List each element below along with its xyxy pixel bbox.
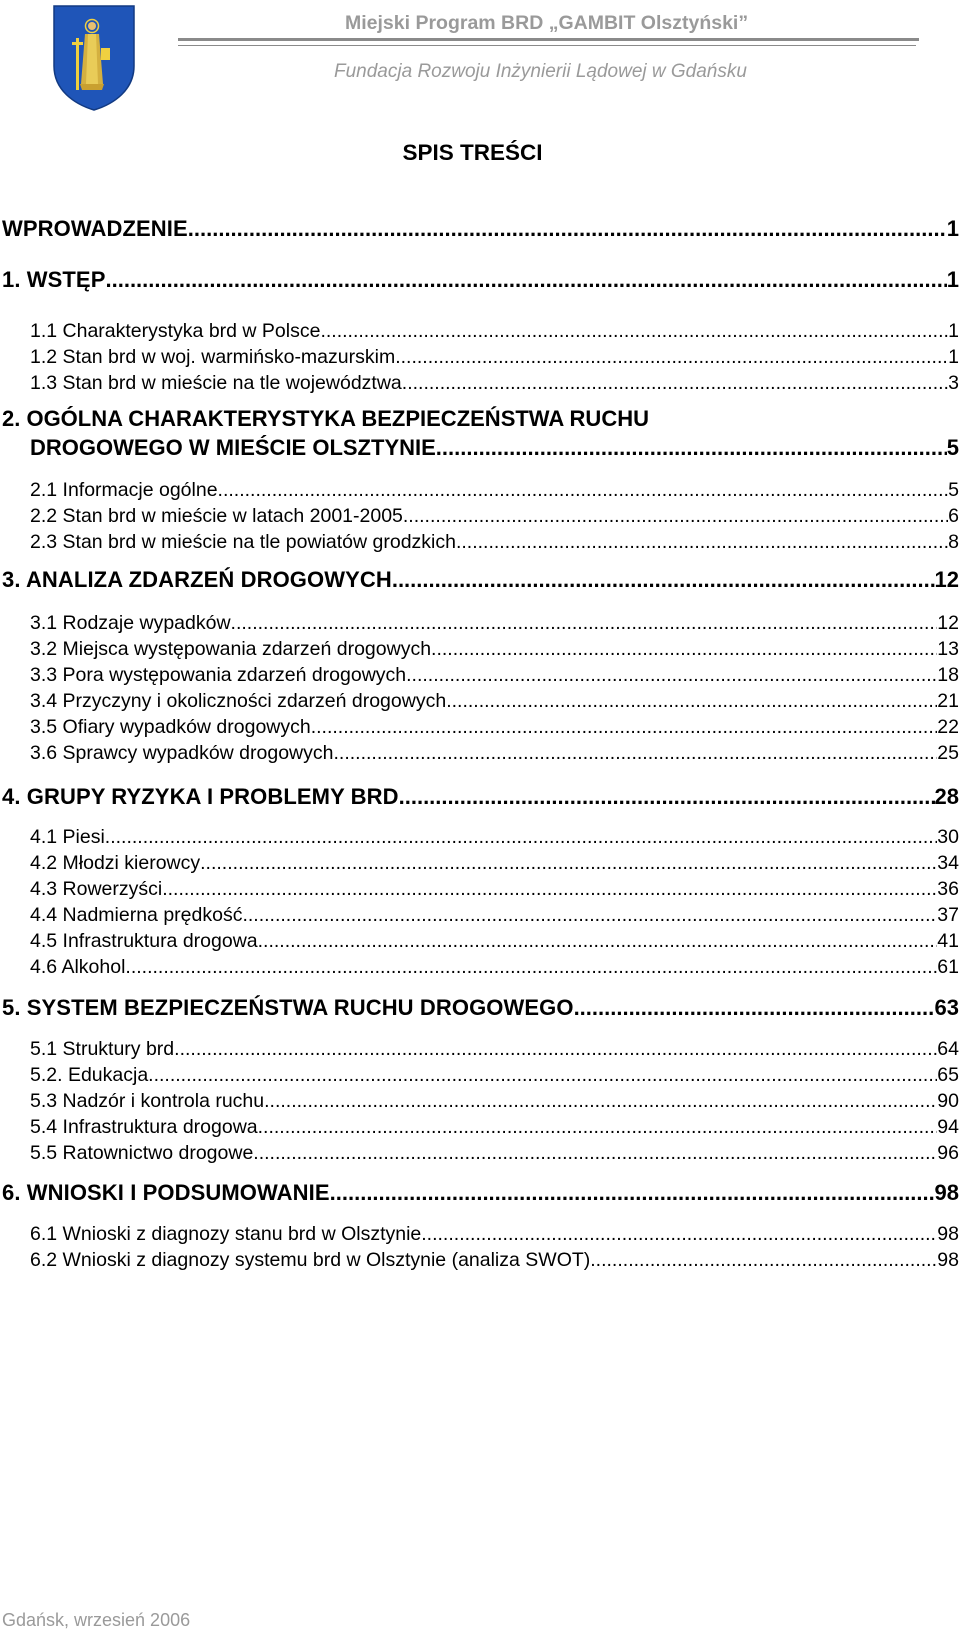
toc-entry-page: 98 xyxy=(934,1180,959,1205)
dot-leader xyxy=(231,612,938,635)
toc-entry-label-line2: DROGOWEGO W MIEŚCIE OLSZTYNIE xyxy=(30,435,436,460)
toc-entry-label: 4. GRUPY RYZYKA I PROBLEMY BRD xyxy=(2,784,399,809)
dot-leader xyxy=(105,826,938,849)
toc-entry-label: 3.1 Rodzaje wypadków xyxy=(30,612,231,634)
toc-entry-page: 34 xyxy=(937,852,959,874)
toc-entry-label: 1. WSTĘP xyxy=(2,267,106,292)
toc-entry-label: 3.2 Miejsca występowania zdarzeń drogowych xyxy=(30,638,432,660)
toc-entry-chapter-3[interactable] xyxy=(2,567,959,597)
toc-entry-label: 4.1 Piesi xyxy=(30,826,105,848)
dot-leader xyxy=(574,995,935,1021)
toc-entry-chapter-2[interactable] xyxy=(2,406,959,467)
toc-entry-page: 18 xyxy=(937,664,959,686)
toc-entry-label: 3. ANALIZA ZDARZEŃ DROGOWYCH xyxy=(2,567,392,592)
dot-leader xyxy=(200,852,937,875)
toc-entry-4-3[interactable] xyxy=(30,878,959,904)
toc-entry-page: 65 xyxy=(937,1064,959,1086)
toc-entry-label: 5. SYSTEM BEZPIECZEŃSTWA RUCHU DROGOWEGO xyxy=(2,995,574,1020)
dot-leader xyxy=(125,956,937,979)
toc-entry-label: 3.6 Sprawcy wypadków drogowych xyxy=(30,742,334,764)
dot-leader xyxy=(320,320,948,343)
toc-entry-3-3[interactable] xyxy=(30,664,959,690)
toc-entry-page: 8 xyxy=(948,531,959,553)
dot-leader xyxy=(188,216,947,242)
toc-entry-line2 xyxy=(30,435,959,467)
dot-leader xyxy=(174,1038,937,1061)
toc-entry-chapter-1[interactable] xyxy=(2,267,959,297)
dot-leader xyxy=(242,904,937,927)
toc-entry-label: 2.3 Stan brd w mieście na tle powiatów grodzkich xyxy=(30,531,456,553)
foundation-subheader: Fundacja Rozwoju Inżynierii Lądowej w Gdańsku xyxy=(334,61,747,82)
dot-leader xyxy=(395,346,948,369)
toc-entry-page: 98 xyxy=(937,1223,959,1245)
toc-entry-page: 25 xyxy=(937,742,959,764)
toc-entry-4-4[interactable] xyxy=(30,904,959,930)
toc-entry-page: 28 xyxy=(934,784,959,809)
toc-entry-3-1[interactable] xyxy=(30,612,959,638)
toc-entry-6-1[interactable] xyxy=(30,1223,959,1249)
toc-entry-5-3[interactable] xyxy=(30,1090,959,1116)
dot-leader xyxy=(330,1180,935,1206)
toc-entry-5-1[interactable] xyxy=(30,1038,959,1064)
dot-leader xyxy=(456,531,948,554)
dot-leader xyxy=(258,1116,938,1139)
toc-entry-label: 2.1 Informacje ogólne xyxy=(30,479,218,501)
dot-leader xyxy=(392,567,935,593)
toc-entry-label: 1.1 Charakterystyka brd w Polsce xyxy=(30,320,321,342)
toc-entry-label: 1.2 Stan brd w woj. warmińsko-mazurskim xyxy=(30,346,396,368)
toc-entry-page: 12 xyxy=(934,567,959,592)
toc-entry-label: 6.1 Wnioski z diagnozy stanu brd w Olsztynie xyxy=(30,1223,422,1245)
toc-entry-page: 5 xyxy=(946,435,959,460)
toc-entry-1-2[interactable] xyxy=(30,346,959,372)
toc-entry-label: 2.2 Stan brd w mieście w latach 2001-2005 xyxy=(30,505,403,527)
toc-entry-page: 1 xyxy=(946,216,959,241)
toc-entry-page: 30 xyxy=(937,826,959,848)
toc-entry-page: 6 xyxy=(948,505,959,527)
dot-leader xyxy=(446,690,937,713)
toc-entry-3-2[interactable] xyxy=(30,638,959,664)
dot-leader xyxy=(106,267,947,293)
toc-entry-label: 4.6 Alkohol xyxy=(30,956,126,978)
dot-leader xyxy=(218,479,949,502)
toc-entry-page: 96 xyxy=(937,1142,959,1164)
dot-leader xyxy=(333,742,937,765)
toc-entry-label: 5.4 Infrastruktura drogowa xyxy=(30,1116,258,1138)
toc-entry-label: 6. WNIOSKI I PODSUMOWANIE xyxy=(2,1180,330,1205)
toc-entry-label: 1.3 Stan brd w mieście na tle województwa xyxy=(30,372,402,394)
toc-entry-label: 5.5 Ratownictwo drogowe xyxy=(30,1142,254,1164)
toc-entry-1-3[interactable] xyxy=(30,372,959,398)
toc-entry-2-2[interactable] xyxy=(30,505,959,531)
toc-entry-3-6[interactable] xyxy=(30,742,959,768)
toc-entry-label: 3.3 Pora występowania zdarzeń drogowych xyxy=(30,664,407,686)
dot-leader xyxy=(431,638,937,661)
toc-entry-chapter-4[interactable] xyxy=(2,784,959,814)
dot-leader xyxy=(421,1223,937,1246)
toc-entry-page: 36 xyxy=(937,878,959,900)
toc-entry-label: 6.2 Wnioski z diagnozy systemu brd w Olsztynie (analiza SWOT) xyxy=(30,1249,591,1271)
toc-entry-6-2[interactable] xyxy=(30,1249,959,1275)
toc-entry-introduction[interactable] xyxy=(2,216,959,246)
toc-entry-page: 98 xyxy=(937,1249,959,1271)
toc-entry-page: 94 xyxy=(937,1116,959,1138)
dot-leader xyxy=(403,505,948,528)
toc-entry-2-3[interactable] xyxy=(30,531,959,557)
toc-entry-3-4[interactable] xyxy=(30,690,959,716)
toc-entry-label: 3.5 Ofiary wypadków drogowych xyxy=(30,716,311,738)
toc-entry-chapter-5[interactable] xyxy=(2,995,959,1025)
dot-leader xyxy=(311,716,938,739)
toc-entry-label: 4.5 Infrastruktura drogowa xyxy=(30,930,258,952)
toc-entry-page: 1 xyxy=(946,267,959,292)
dot-leader xyxy=(148,1064,937,1087)
toc-entry-4-5[interactable] xyxy=(30,930,959,956)
toc-entry-page: 12 xyxy=(937,612,959,634)
toc-entry-chapter-6[interactable] xyxy=(2,1180,959,1210)
toc-entry-page: 3 xyxy=(948,372,959,394)
toc-entry-4-2[interactable] xyxy=(30,852,959,878)
dot-leader xyxy=(399,784,935,810)
toc-entry-page: 64 xyxy=(937,1038,959,1060)
dot-leader xyxy=(258,930,938,953)
toc-entry-label: 4.3 Rowerzyści xyxy=(30,878,163,900)
toc-entry-label: 5.3 Nadzór i kontrola ruchu xyxy=(30,1090,265,1112)
program-header: Miejski Program BRD „GAMBIT Olsztyński” xyxy=(345,12,749,34)
dot-leader xyxy=(436,435,947,461)
toc-entry-label: 5.1 Struktury brd xyxy=(30,1038,175,1060)
toc-entry-label: 4.2 Młodzi kierowcy xyxy=(30,852,201,874)
toc-entry-page: 63 xyxy=(934,995,959,1020)
toc-entry-page: 90 xyxy=(937,1090,959,1112)
dot-leader xyxy=(590,1249,937,1272)
toc-entry-label-line1: 2. OGÓLNA CHARAKTERYSTYKA BEZPIECZEŃSTWA RUCHU xyxy=(2,406,649,431)
toc-entry-page: 22 xyxy=(937,716,959,738)
toc-entry-2-1[interactable] xyxy=(30,479,959,505)
toc-entry-page: 5 xyxy=(948,479,959,501)
toc-entry-label: WPROWADZENIE xyxy=(2,216,188,241)
dot-leader xyxy=(402,372,948,395)
toc-entry-label: 4.4 Nadmierna prędkość xyxy=(30,904,243,926)
footer-place-date: Gdańsk, wrzesień 2006 xyxy=(2,1610,191,1630)
toc-entry-3-5[interactable] xyxy=(30,716,959,742)
page-title: SPIS TREŚCI xyxy=(402,140,543,165)
toc-entry-label: 5.2. Edukacja xyxy=(30,1064,149,1086)
dot-leader xyxy=(406,664,937,687)
toc-entry-page: 37 xyxy=(937,904,959,926)
toc-entry-label: 3.4 Przyczyny i okoliczności zdarzeń drogowych xyxy=(30,690,447,712)
dot-leader xyxy=(253,1142,937,1165)
toc-entry-page: 1 xyxy=(948,346,959,368)
toc-entry-4-1[interactable] xyxy=(30,826,959,852)
toc-entry-4-6[interactable] xyxy=(30,956,959,982)
toc-entry-page: 41 xyxy=(937,930,959,952)
toc-entry-5-5[interactable] xyxy=(30,1142,959,1168)
toc-entry-5-2[interactable] xyxy=(30,1064,959,1090)
dot-leader xyxy=(162,878,937,901)
toc-entry-5-4[interactable] xyxy=(30,1116,959,1142)
toc-entry-1-1[interactable] xyxy=(30,320,959,346)
toc-entry-page: 21 xyxy=(937,690,959,712)
dot-leader xyxy=(264,1090,937,1113)
toc-entry-page: 13 xyxy=(937,638,959,660)
toc-entry-page: 61 xyxy=(937,956,959,978)
toc-entry-page: 1 xyxy=(948,320,959,342)
